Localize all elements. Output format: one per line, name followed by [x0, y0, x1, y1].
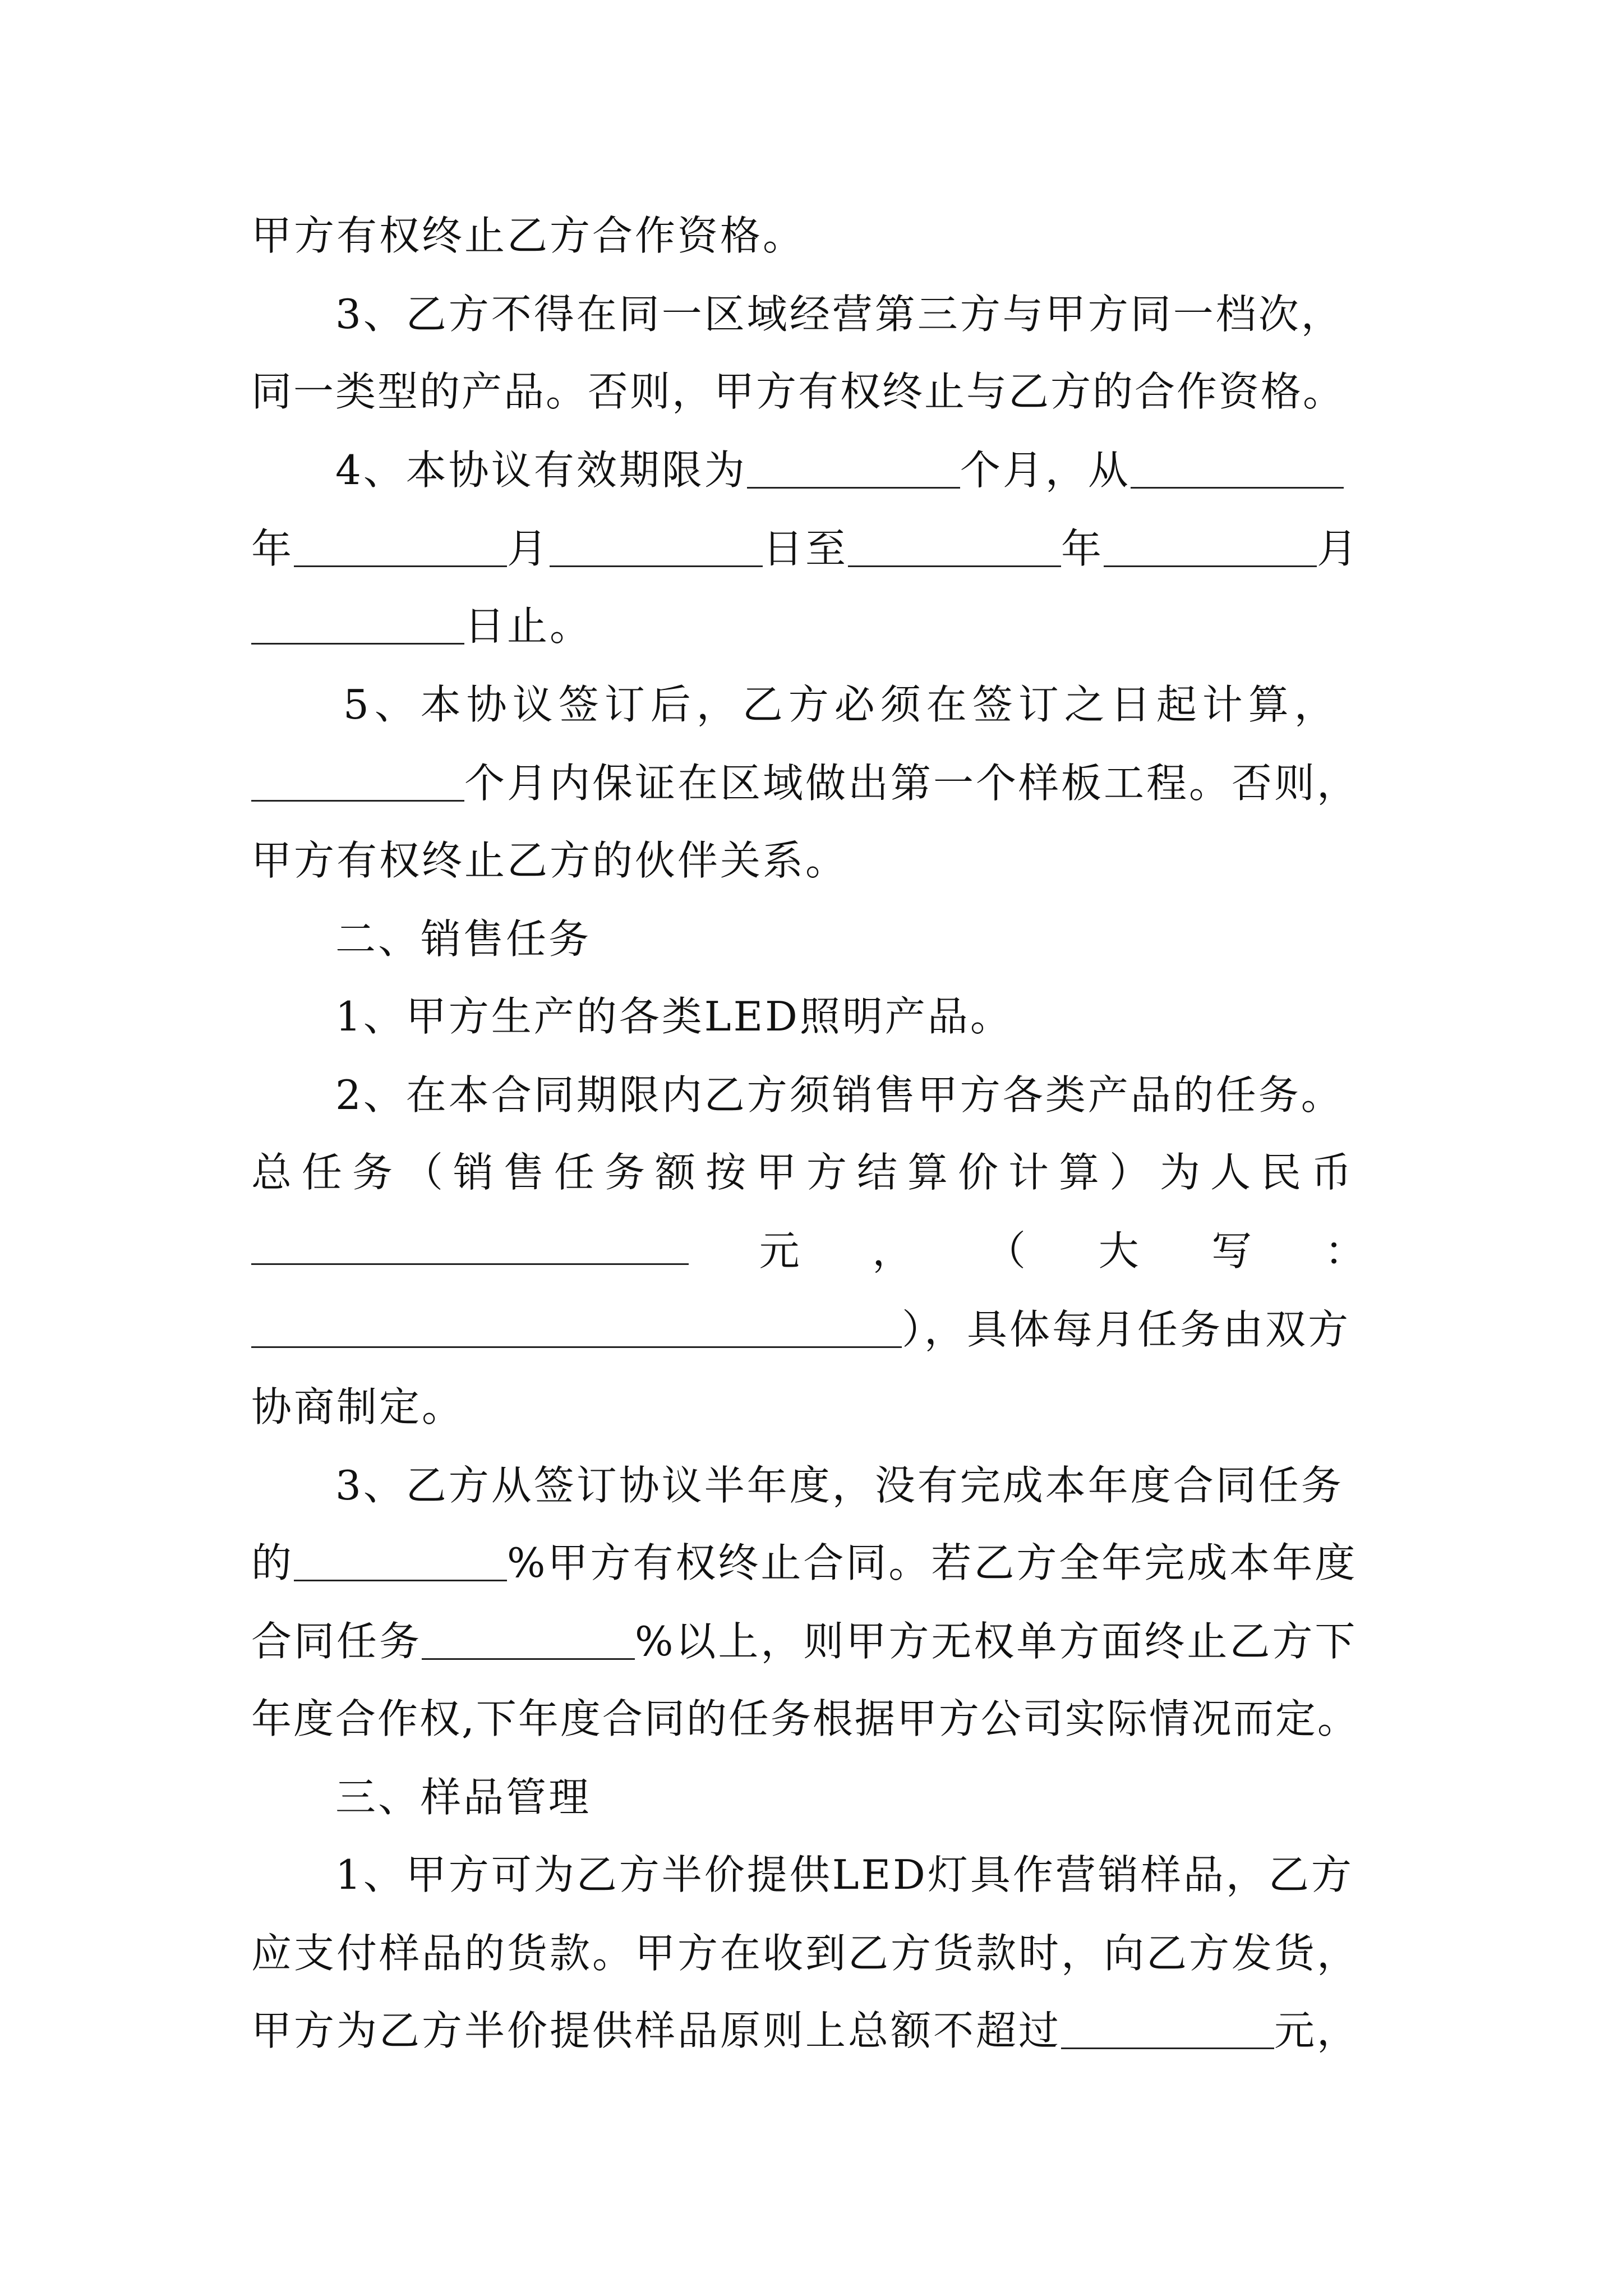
blank-field[interactable]: [251, 1307, 902, 1348]
text: 甲方为乙方半价提供样品原则上总额不超过: [251, 2007, 1062, 2054]
blank-field[interactable]: [550, 526, 763, 567]
paragraph-line: [251, 1301, 1401, 1358]
blank-field[interactable]: [1061, 2008, 1274, 2049]
paragraph-line: [251, 521, 1401, 577]
blank-field[interactable]: [251, 1224, 689, 1265]
text: 5、本协议签订后，乙方必须在签订之日起计算，: [343, 681, 1340, 728]
text: %以上，则甲方无权单方面终止乙方下: [635, 1618, 1358, 1665]
text: 2、在本合同期限内乙方须销售甲方各类产品的任务。: [335, 1071, 1344, 1119]
text: ，: [872, 1227, 915, 1274]
paragraph-line: [251, 1535, 1401, 1591]
text: 总任务（销售任务额按甲方结算价计算）为人民币: [251, 1149, 1362, 1196]
text: ：: [1324, 1227, 1367, 1274]
paragraph-line: [251, 755, 1401, 811]
blank-field[interactable]: [747, 448, 960, 489]
section-heading: [335, 1769, 1401, 1825]
text: 二、销售任务: [335, 915, 592, 963]
paragraph-line: [251, 1379, 1401, 1435]
text: 三、样品管理: [335, 1774, 592, 1821]
blank-field[interactable]: [251, 761, 464, 802]
text: （: [985, 1227, 1028, 1274]
clause-2: [335, 1067, 1401, 1123]
text: 4、本协议有效期限为: [335, 447, 747, 494]
blank-field[interactable]: [848, 526, 1061, 567]
text: 写: [1211, 1227, 1255, 1274]
text: 合同任务: [251, 1618, 422, 1665]
text: 元: [759, 1227, 802, 1274]
text: 月: [507, 525, 550, 572]
text: 日止。: [464, 602, 593, 650]
text: ），具体每月任务由双方: [902, 1306, 1351, 1353]
text: 甲方有权终止乙方的伙伴关系。: [251, 837, 849, 884]
blank-field[interactable]: [1131, 448, 1344, 489]
text: 甲方有权终止乙方合作资格。: [251, 212, 806, 259]
text: %甲方有权终止合同。若乙方全年完成本年度: [507, 1539, 1358, 1586]
text: 3、乙方不得在同一区域经营第三方与甲方同一档次，: [335, 291, 1344, 338]
paragraph-line: [251, 1691, 1401, 1747]
blank-field[interactable]: [294, 526, 507, 567]
text: 1、甲方生产的各类LED照明产品。: [335, 993, 1013, 1040]
text: 元，: [1274, 2007, 1360, 2054]
paragraph-line: [251, 2003, 1401, 2059]
paragraph-line: [251, 1144, 1401, 1200]
paragraph-line: [251, 208, 1401, 264]
paragraph-line: [251, 1925, 1401, 1981]
clause-5: [343, 677, 1409, 733]
blank-field[interactable]: [294, 1540, 507, 1581]
text: 大: [1098, 1227, 1141, 1274]
text: 应支付样品的货款。甲方在收到乙方货款时，向乙方发货，: [251, 1930, 1360, 1977]
clause-3: [335, 286, 1401, 342]
text: 年度合作权,下年度合同的任务根据甲方公司实际情况而定。: [251, 1695, 1359, 1742]
blank-field[interactable]: [251, 604, 464, 645]
clause-1: [335, 1847, 1401, 1903]
text: 同一类型的产品。否则，甲方有权终止与乙方的合作资格。: [251, 368, 1345, 415]
text: 月: [1317, 525, 1360, 572]
paragraph-line: [251, 832, 1401, 889]
blank-field[interactable]: [422, 1619, 635, 1660]
text: 协商制定。: [251, 1383, 465, 1430]
text: 年: [251, 525, 294, 572]
paragraph-line: [251, 598, 1401, 654]
text: 年: [1061, 525, 1104, 572]
text: 个月，从: [960, 447, 1131, 494]
clause-3: [335, 1457, 1401, 1513]
section-heading: [335, 911, 1401, 967]
clause-1: [335, 988, 1401, 1045]
text: 3、乙方从签订协议半年度，没有完成本年度合同任务: [335, 1462, 1344, 1509]
blank-field[interactable]: [1104, 526, 1317, 567]
paragraph-line: [251, 1613, 1401, 1669]
clause-4: [335, 442, 1401, 498]
paragraph-line: [251, 364, 1401, 420]
text: 个月内保证在区域做出第一个样板工程。否则，: [464, 760, 1360, 807]
text: 1、甲方可为乙方半价提供LED灯具作营销样品，乙方: [335, 1851, 1354, 1898]
text: 日至: [763, 525, 849, 572]
paragraph-line: [251, 1223, 1367, 1279]
text: 的: [251, 1539, 294, 1586]
